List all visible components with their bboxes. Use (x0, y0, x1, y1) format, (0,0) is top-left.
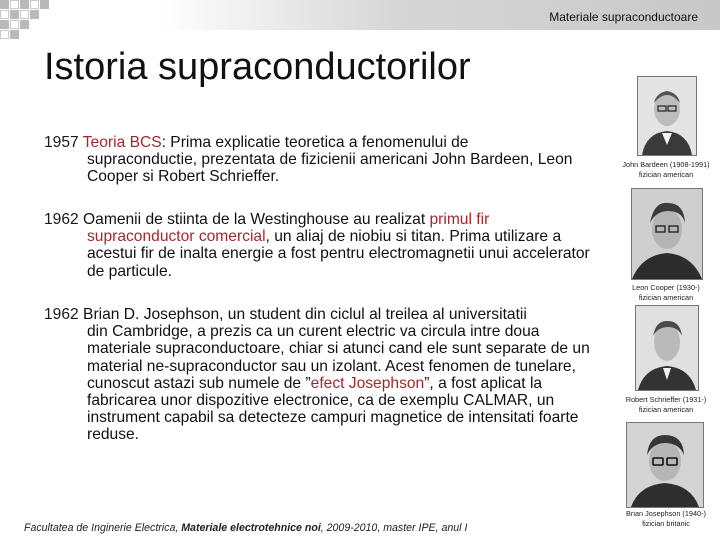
photo-caption-cooper (614, 283, 718, 303)
portrait-photo-icon (636, 306, 698, 390)
entry-year: 1962 (44, 211, 79, 228)
photo-caption-josephson (614, 509, 718, 529)
timeline-entry-1957-bcs (44, 134, 604, 186)
entry-highlight: Teoria BCS (82, 134, 162, 151)
entry-year: 1957 (44, 134, 79, 151)
timeline-entry-1962-josephson (44, 306, 604, 444)
photo-caption-bardeen (614, 160, 718, 180)
header-title: Materiale supraconductoare (549, 10, 698, 24)
entry-text-continued: ”, a fost aplicat la fabricarea unor dispozitive electronice, ca de exemplu CALMAR, un instrument capabil sa detecteze campuri magnetice de intensitati foarte reduse. (87, 374, 579, 444)
caption-role: fizician american (638, 170, 694, 179)
entry-text: : Prima explicatie teoretica a fenomenului de (161, 134, 469, 151)
slide-title: Istoria supraconductorilor (44, 46, 471, 88)
slide-footer (24, 522, 467, 534)
timeline-entry-1962-westinghouse (44, 211, 604, 280)
entry-highlight: primul fir (429, 211, 490, 228)
caption-name: John Bardeen (1908-1991) (622, 160, 710, 169)
entry-highlight: efect Josephson (310, 374, 425, 392)
portrait-photo-bardeen (637, 76, 697, 156)
entry-text: Oamenii de stiinta de la Westinghouse au realizat (83, 211, 430, 228)
portrait-photo-icon (632, 189, 702, 279)
entry-text-continued: supraconductie, prezentata de fizicienii americani John Bardeen, Leon Cooper si Robert Schrieffer. (87, 151, 573, 186)
footer-course: Materiale electrotehnice noi (181, 522, 321, 534)
caption-name: Brian Josephson (1940-) (626, 509, 706, 518)
portrait-photo-icon (627, 423, 703, 507)
portrait-photo-schrieffer (635, 305, 699, 391)
entry-highlight: supraconductor comercial (87, 228, 266, 246)
entry-text-continued: , un aliaj de niobiu si titan. Prima utilizare a acestui fir de inalta energie a fost pentru electromagnetii unui accelerator de particule. (87, 228, 590, 280)
caption-name: Robert Schrieffer (1931-) (625, 395, 707, 404)
corner-checker-decoration (0, 0, 58, 44)
caption-role: fizician american (638, 293, 694, 302)
entry-text: Brian D. Josephson, un student din ciclul al treilea al universitatii (83, 306, 527, 323)
entry-year: 1962 (44, 306, 79, 323)
photo-caption-schrieffer (614, 395, 718, 415)
portrait-photo-cooper (631, 188, 703, 280)
footer-details: , 2009-2010, master IPE, anul I (320, 522, 468, 534)
caption-role: fizician american (638, 405, 694, 414)
caption-role: fizician britanic (642, 519, 690, 528)
portrait-photo-icon (638, 77, 696, 155)
entry-text-continued: din Cambridge, a prezis ca un curent electric va circula intre doua materiale supraconductoare, chiar si atunci cand ele sunt separate de un material ne-supraconductor sau un izolant. Acest fenomen de tunelare, cunoscut astazi sub numele de ” (87, 323, 590, 392)
caption-name: Leon Cooper (1930-) (632, 283, 700, 292)
portrait-photo-josephson (626, 422, 704, 508)
footer-faculty: Facultatea de Inginerie Electrica, (24, 522, 182, 534)
